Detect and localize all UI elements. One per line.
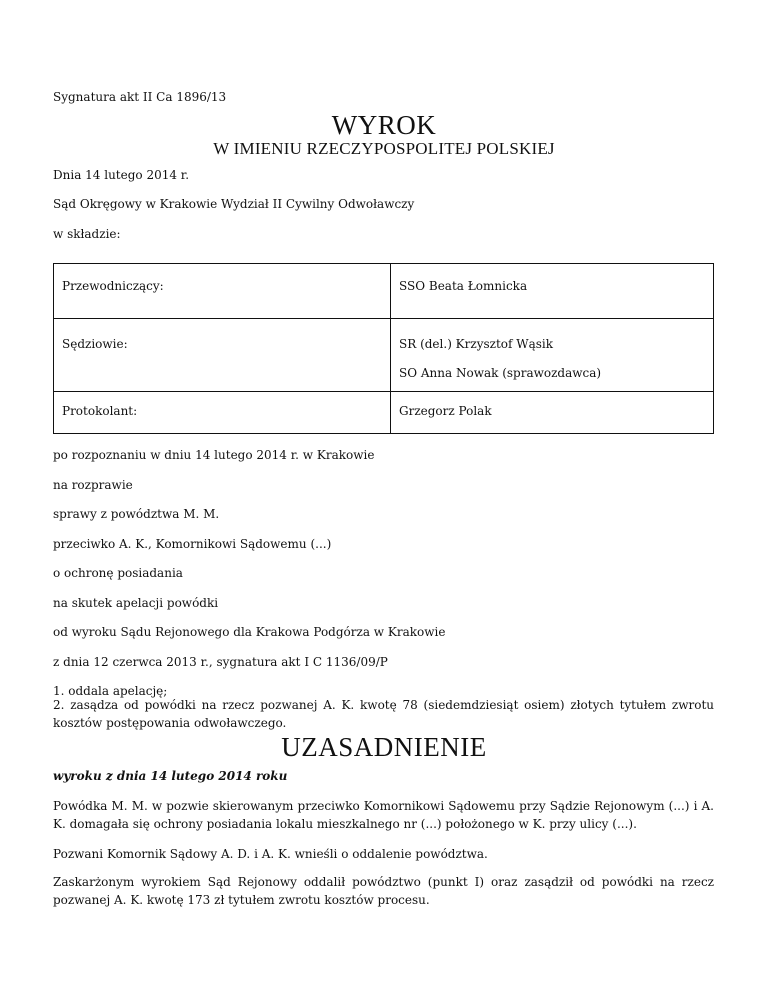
clerk-label-cell [54,392,391,434]
justification-title: UZASADNIENIE [281,732,487,762]
proceedings-line-5: o ochronę posiadania [53,566,183,580]
judges-label-cell [54,319,391,392]
composition-line: w składzie: [53,227,121,241]
chair-value-cell [391,264,714,319]
date-line: Dnia 14 lutego 2014 r. [53,168,190,182]
proceedings-line-3: sprawy z powództwa M. M. [53,507,220,521]
document-subtitle: W IMIENIU RZECZYPOSPOLITEJ POLSKIEJ [213,139,555,158]
table-row [54,319,714,392]
proceedings-line-2: na rozprawie [53,478,133,492]
judge-1: SR (del.) Krzysztof Wąsik [399,337,554,351]
table-row [54,264,714,319]
document-title: WYROK [331,110,437,140]
chair-value: SSO Beata Łomnicka [399,279,528,293]
proceedings-line-4: przeciwko A. K., Komornikowi Sądowemu (...) [53,537,332,551]
table-row [54,392,714,434]
proceedings-line-1: po rozpoznaniu w dniu 14 lutego 2014 r. w Krakowie [53,448,375,462]
court-composition-table [53,263,714,434]
judge-2: SO Anna Nowak (sprawozdawca) [399,366,602,380]
ruling-point-2: 2. zasądza od powódki na rzecz pozwanej A. K. kwotę 78 (siedemdziesiąt osiem) złotych tytułem zwrotu kosztów postępowania odwoławczego. [53,698,714,730]
chair-label-cell [54,264,391,319]
proceedings-line-6: na skutek apelacji powódki [53,596,219,610]
clerk-value: Grzegorz Polak [399,404,492,418]
court-line: Sąd Okręgowy w Krakowie Wydział II Cywilny Odwoławczy [53,197,415,211]
chair-label: Przewodniczący: [62,279,164,293]
justification-paragraph-1: Powódka M. M. w pozwie skierowanym przeciwko Komornikowi Sądowemu przy Sądzie Rejonowym (...) i A. K. domagała się ochrony posiadania lokalu mieszkalnego nr (...) położonego w K. przy ulicy (...). [53,799,714,831]
justification-paragraph-3: Zaskarżonym wyrokiem Sąd Rejonowy oddalił powództwo (punkt I) oraz zasądził od powódki na rzecz pozwanej A. K. kwotę 173 zł tytułem zwrotu kosztów procesu. [53,875,714,907]
proceedings-line-8: z dnia 12 czerwca 2013 r., sygnatura akt I C 1136/09/P [53,655,388,669]
justification-paragraph-2: Pozwani Komornik Sądowy A. D. i A. K. wnieśli o oddalenie powództwa. [53,847,488,861]
justification-subtitle: wyroku z dnia 14 lutego 2014 roku [53,769,288,783]
ruling-point-1: 1. oddala apelację; [53,684,168,698]
judges-value-cell [391,319,714,392]
clerk-value-cell [391,392,714,434]
judges-label: Sędziowie: [62,337,128,351]
case-signature: Sygnatura akt II Ca 1896/13 [53,90,227,104]
clerk-label: Protokolant: [62,404,138,418]
proceedings-line-7: od wyroku Sądu Rejonowego dla Krakowa Podgórza w Krakowie [53,625,446,639]
